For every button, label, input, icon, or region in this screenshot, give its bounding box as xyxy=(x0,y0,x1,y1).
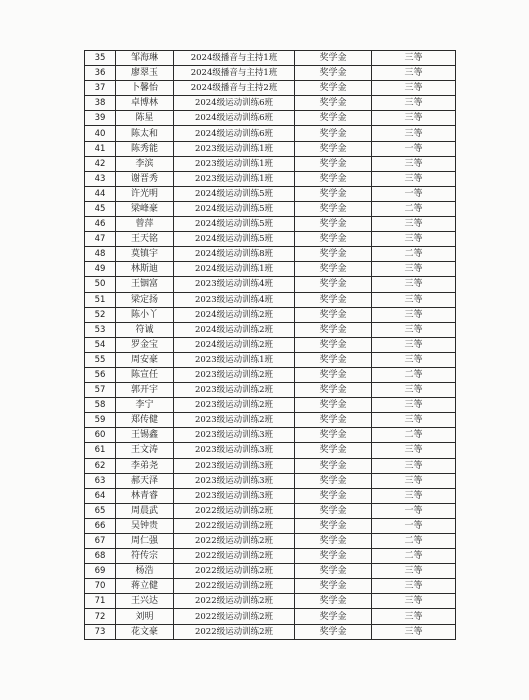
award-type: 奖学金 xyxy=(295,609,372,624)
table-row xyxy=(85,518,456,533)
student-name: 王兴达 xyxy=(116,594,174,609)
row-number: 52 xyxy=(85,307,116,322)
class-name: 2024级运动训练5班 xyxy=(174,217,295,232)
award-type: 奖学金 xyxy=(295,398,372,413)
row-number: 40 xyxy=(85,126,116,141)
award-type: 奖学金 xyxy=(295,352,372,367)
student-name: 莫镇宇 xyxy=(116,247,174,262)
award-level: 三等 xyxy=(372,96,456,111)
student-name: 符传宗 xyxy=(116,549,174,564)
class-name: 2024级播音与主持1班 xyxy=(174,51,295,66)
row-number: 59 xyxy=(85,413,116,428)
student-name: 花文豪 xyxy=(116,624,174,639)
row-number: 35 xyxy=(85,51,116,66)
student-name: 谢晋秀 xyxy=(116,171,174,186)
row-number: 47 xyxy=(85,232,116,247)
class-name: 2024级运动训练1班 xyxy=(174,262,295,277)
award-level: 三等 xyxy=(372,217,456,232)
award-type: 奖学金 xyxy=(295,443,372,458)
student-name: 周仁强 xyxy=(116,534,174,549)
award-type: 奖学金 xyxy=(295,232,372,247)
student-name: 王锡鑫 xyxy=(116,428,174,443)
award-level: 三等 xyxy=(372,232,456,247)
table-row xyxy=(85,51,456,66)
student-name: 李滨 xyxy=(116,156,174,171)
table-row xyxy=(85,126,456,141)
award-type: 奖学金 xyxy=(295,413,372,428)
student-name: 陈小丫 xyxy=(116,307,174,322)
student-name: 郝天泽 xyxy=(116,473,174,488)
award-type: 奖学金 xyxy=(295,337,372,352)
class-name: 2023级运动训练2班 xyxy=(174,413,295,428)
row-number: 46 xyxy=(85,217,116,232)
table-row xyxy=(85,488,456,503)
award-type: 奖学金 xyxy=(295,458,372,473)
row-number: 41 xyxy=(85,141,116,156)
class-name: 2023级运动训练1班 xyxy=(174,156,295,171)
award-level: 三等 xyxy=(372,383,456,398)
class-name: 2024级运动训练2班 xyxy=(174,322,295,337)
row-number: 48 xyxy=(85,247,116,262)
table-row xyxy=(85,352,456,367)
class-name: 2023级运动训练2班 xyxy=(174,367,295,382)
table-row xyxy=(85,292,456,307)
award-level: 三等 xyxy=(372,171,456,186)
table-row xyxy=(85,232,456,247)
award-level: 一等 xyxy=(372,186,456,201)
row-number: 62 xyxy=(85,458,116,473)
table-row xyxy=(85,579,456,594)
row-number: 53 xyxy=(85,322,116,337)
award-level: 一等 xyxy=(372,518,456,533)
row-number: 36 xyxy=(85,66,116,81)
class-name: 2024级运动训练5班 xyxy=(174,201,295,216)
student-name: 邹海琳 xyxy=(116,51,174,66)
award-level: 三等 xyxy=(372,51,456,66)
table-row xyxy=(85,383,456,398)
award-type: 奖学金 xyxy=(295,201,372,216)
class-name: 2024级播音与主持1班 xyxy=(174,66,295,81)
class-name: 2023级运动训练3班 xyxy=(174,428,295,443)
award-type: 奖学金 xyxy=(295,579,372,594)
student-name: 陈星 xyxy=(116,111,174,126)
row-number: 67 xyxy=(85,534,116,549)
class-name: 2023级运动训练3班 xyxy=(174,488,295,503)
class-name: 2022级运动训练2班 xyxy=(174,579,295,594)
student-name: 许光明 xyxy=(116,186,174,201)
row-number: 69 xyxy=(85,564,116,579)
award-level: 三等 xyxy=(372,458,456,473)
class-name: 2023级运动训练3班 xyxy=(174,458,295,473)
class-name: 2022级运动训练2班 xyxy=(174,564,295,579)
class-name: 2023级运动训练2班 xyxy=(174,383,295,398)
table-body xyxy=(85,51,456,640)
student-name: 周晨武 xyxy=(116,503,174,518)
award-type: 奖学金 xyxy=(295,262,372,277)
award-level: 三等 xyxy=(372,156,456,171)
table-row xyxy=(85,413,456,428)
class-name: 2024级运动训练2班 xyxy=(174,307,295,322)
row-number: 45 xyxy=(85,201,116,216)
student-name: 曾萍 xyxy=(116,217,174,232)
student-name: 林青睿 xyxy=(116,488,174,503)
table-row xyxy=(85,322,456,337)
award-type: 奖学金 xyxy=(295,292,372,307)
award-type: 奖学金 xyxy=(295,473,372,488)
table-row xyxy=(85,247,456,262)
award-type: 奖学金 xyxy=(295,51,372,66)
student-name: 周安豪 xyxy=(116,352,174,367)
award-type: 奖学金 xyxy=(295,503,372,518)
class-name: 2024级运动训练5班 xyxy=(174,186,295,201)
table-row xyxy=(85,549,456,564)
award-type: 奖学金 xyxy=(295,322,372,337)
award-type: 奖学金 xyxy=(295,383,372,398)
award-level: 三等 xyxy=(372,488,456,503)
table-row xyxy=(85,96,456,111)
award-level: 二等 xyxy=(372,247,456,262)
award-level: 三等 xyxy=(372,111,456,126)
award-level: 三等 xyxy=(372,413,456,428)
award-type: 奖学金 xyxy=(295,594,372,609)
class-name: 2024级运动训练6班 xyxy=(174,126,295,141)
row-number: 58 xyxy=(85,398,116,413)
class-name: 2023级运动训练1班 xyxy=(174,171,295,186)
class-name: 2022级运动训练2班 xyxy=(174,503,295,518)
student-name: 王文涛 xyxy=(116,443,174,458)
row-number: 49 xyxy=(85,262,116,277)
class-name: 2024级运动训练6班 xyxy=(174,96,295,111)
table-row xyxy=(85,307,456,322)
award-type: 奖学金 xyxy=(295,247,372,262)
student-name: 梁峰豪 xyxy=(116,201,174,216)
class-name: 2023级运动训练3班 xyxy=(174,443,295,458)
table-row xyxy=(85,66,456,81)
student-name: 郭开宇 xyxy=(116,383,174,398)
row-number: 68 xyxy=(85,549,116,564)
class-name: 2022级运动训练2班 xyxy=(174,624,295,639)
award-type: 奖学金 xyxy=(295,217,372,232)
class-name: 2024级运动训练8班 xyxy=(174,247,295,262)
student-name: 卜馨怡 xyxy=(116,81,174,96)
class-name: 2023级运动训练3班 xyxy=(174,473,295,488)
table-row xyxy=(85,111,456,126)
award-type: 奖学金 xyxy=(295,81,372,96)
scholarship-table xyxy=(84,50,456,640)
student-name: 李弟尧 xyxy=(116,458,174,473)
award-level: 三等 xyxy=(372,337,456,352)
class-name: 2022级运动训练2班 xyxy=(174,549,295,564)
student-name: 陈太和 xyxy=(116,126,174,141)
award-type: 奖学金 xyxy=(295,518,372,533)
row-number: 51 xyxy=(85,292,116,307)
award-type: 奖学金 xyxy=(295,549,372,564)
award-level: 三等 xyxy=(372,473,456,488)
table-row xyxy=(85,534,456,549)
class-name: 2023级运动训练1班 xyxy=(174,141,295,156)
award-level: 三等 xyxy=(372,564,456,579)
student-name: 陈宣任 xyxy=(116,367,174,382)
student-name: 梁定扬 xyxy=(116,292,174,307)
award-level: 三等 xyxy=(372,609,456,624)
class-name: 2024级运动训练5班 xyxy=(174,232,295,247)
student-name: 李宁 xyxy=(116,398,174,413)
class-name: 2023级运动训练1班 xyxy=(174,352,295,367)
class-name: 2023级运动训练4班 xyxy=(174,292,295,307)
row-number: 72 xyxy=(85,609,116,624)
table-row xyxy=(85,367,456,382)
student-name: 卓博林 xyxy=(116,96,174,111)
table-row xyxy=(85,337,456,352)
award-type: 奖学金 xyxy=(295,367,372,382)
award-type: 奖学金 xyxy=(295,624,372,639)
student-name: 吴钟贵 xyxy=(116,518,174,533)
award-level: 三等 xyxy=(372,277,456,292)
table-row xyxy=(85,443,456,458)
class-name: 2022级运动训练2班 xyxy=(174,594,295,609)
table-row xyxy=(85,564,456,579)
award-type: 奖学金 xyxy=(295,186,372,201)
row-number: 37 xyxy=(85,81,116,96)
award-type: 奖学金 xyxy=(295,488,372,503)
award-level: 三等 xyxy=(372,262,456,277)
table-row xyxy=(85,201,456,216)
table-row xyxy=(85,473,456,488)
award-type: 奖学金 xyxy=(295,126,372,141)
student-name: 郑传健 xyxy=(116,413,174,428)
row-number: 43 xyxy=(85,171,116,186)
award-type: 奖学金 xyxy=(295,111,372,126)
table-row xyxy=(85,428,456,443)
row-number: 57 xyxy=(85,383,116,398)
table-row xyxy=(85,171,456,186)
award-level: 三等 xyxy=(372,579,456,594)
class-name: 2024级播音与主持2班 xyxy=(174,81,295,96)
row-number: 63 xyxy=(85,473,116,488)
table-row xyxy=(85,624,456,639)
student-name: 符诚 xyxy=(116,322,174,337)
row-number: 42 xyxy=(85,156,116,171)
row-number: 38 xyxy=(85,96,116,111)
award-type: 奖学金 xyxy=(295,66,372,81)
table-row xyxy=(85,458,456,473)
row-number: 65 xyxy=(85,503,116,518)
award-level: 二等 xyxy=(372,534,456,549)
award-level: 三等 xyxy=(372,126,456,141)
award-type: 奖学金 xyxy=(295,564,372,579)
award-level: 二等 xyxy=(372,428,456,443)
award-type: 奖学金 xyxy=(295,307,372,322)
class-name: 2022级运动训练2班 xyxy=(174,609,295,624)
award-type: 奖学金 xyxy=(295,141,372,156)
row-number: 71 xyxy=(85,594,116,609)
table-row xyxy=(85,594,456,609)
award-level: 三等 xyxy=(372,307,456,322)
table-row xyxy=(85,277,456,292)
row-number: 70 xyxy=(85,579,116,594)
award-level: 二等 xyxy=(372,367,456,382)
award-type: 奖学金 xyxy=(295,171,372,186)
award-level: 三等 xyxy=(372,443,456,458)
class-name: 2023级运动训练2班 xyxy=(174,398,295,413)
table-row xyxy=(85,156,456,171)
class-name: 2024级运动训练6班 xyxy=(174,111,295,126)
row-number: 50 xyxy=(85,277,116,292)
award-type: 奖学金 xyxy=(295,428,372,443)
award-level: 三等 xyxy=(372,594,456,609)
row-number: 66 xyxy=(85,518,116,533)
row-number: 39 xyxy=(85,111,116,126)
student-name: 林斯迪 xyxy=(116,262,174,277)
row-number: 61 xyxy=(85,443,116,458)
student-name: 刘明 xyxy=(116,609,174,624)
student-name: 廖翠玉 xyxy=(116,66,174,81)
table-row xyxy=(85,141,456,156)
table-row xyxy=(85,81,456,96)
student-name: 罗金宝 xyxy=(116,337,174,352)
award-type: 奖学金 xyxy=(295,96,372,111)
class-name: 2023级运动训练4班 xyxy=(174,277,295,292)
row-number: 64 xyxy=(85,488,116,503)
class-name: 2022级运动训练2班 xyxy=(174,518,295,533)
class-name: 2022级运动训练2班 xyxy=(174,534,295,549)
award-type: 奖学金 xyxy=(295,534,372,549)
award-level: 三等 xyxy=(372,81,456,96)
award-level: 二等 xyxy=(372,549,456,564)
award-level: 三等 xyxy=(372,322,456,337)
row-number: 55 xyxy=(85,352,116,367)
table-row xyxy=(85,609,456,624)
award-level: 三等 xyxy=(372,398,456,413)
row-number: 73 xyxy=(85,624,116,639)
row-number: 56 xyxy=(85,367,116,382)
row-number: 54 xyxy=(85,337,116,352)
award-level: 二等 xyxy=(372,201,456,216)
table-row xyxy=(85,262,456,277)
award-level: 三等 xyxy=(372,352,456,367)
class-name: 2024级运动训练2班 xyxy=(174,337,295,352)
award-level: 三等 xyxy=(372,66,456,81)
row-number: 44 xyxy=(85,186,116,201)
table-row xyxy=(85,503,456,518)
award-type: 奖学金 xyxy=(295,156,372,171)
student-name: 王铟富 xyxy=(116,277,174,292)
student-name: 蒋立健 xyxy=(116,579,174,594)
award-level: 三等 xyxy=(372,624,456,639)
row-number: 60 xyxy=(85,428,116,443)
student-name: 杨浩 xyxy=(116,564,174,579)
student-name: 陈秀能 xyxy=(116,141,174,156)
award-level: 一等 xyxy=(372,141,456,156)
award-type: 奖学金 xyxy=(295,277,372,292)
student-name: 王天铭 xyxy=(116,232,174,247)
table-row xyxy=(85,398,456,413)
table-row xyxy=(85,217,456,232)
table-row xyxy=(85,186,456,201)
award-level: 一等 xyxy=(372,503,456,518)
award-level: 三等 xyxy=(372,292,456,307)
